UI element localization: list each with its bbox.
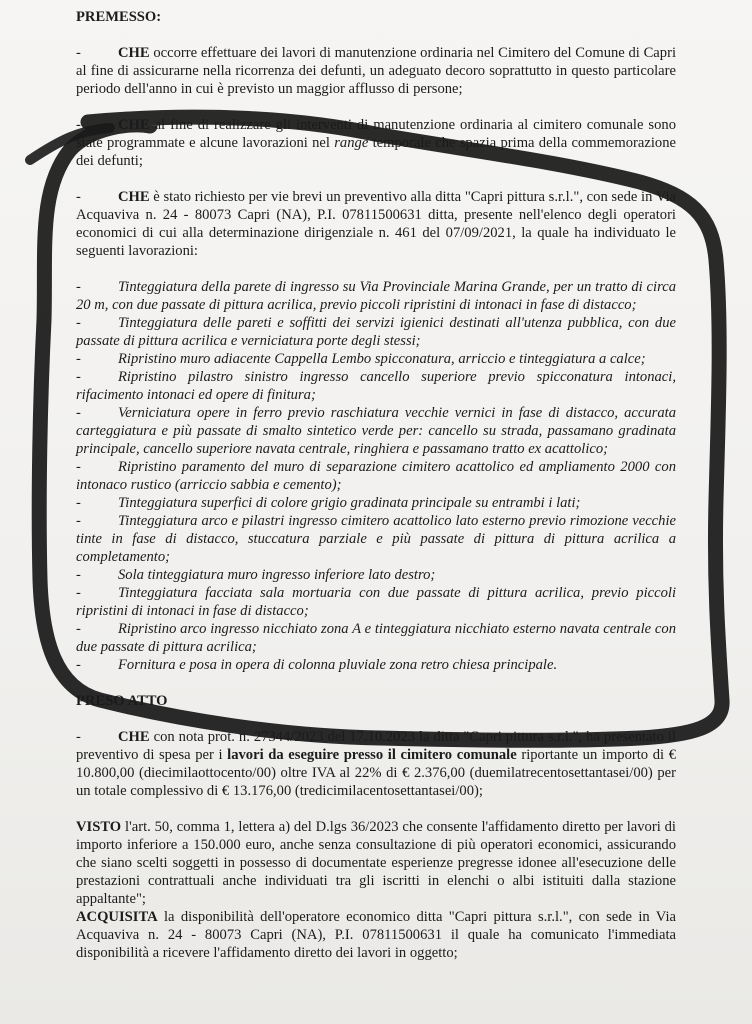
list-item-text: Tinteggiatura arco e pilastri ingresso cimitero acattolico lato esterno previo rimozione vecchie tinte in fase di distacco, stuccatura parziale e più passate di pittura di pittura acrilica a completamento; bbox=[76, 513, 676, 565]
dash-marker: - bbox=[76, 513, 81, 529]
preso-atto-heading: PRESO ATTO bbox=[76, 693, 168, 709]
paragraph-text: la disponibilità dell'operatore economico ditta "Capri pittura s.r.l.", con sede in Via Acquaviva n. 24 - 80073 Capri (NA), P.I. 07811500631 il quale ha comunicato l'immediata disponibilità a ricevere l'affidamento diretto dei lavori in oggetto; bbox=[76, 909, 676, 961]
list-item bbox=[76, 566, 676, 584]
list-item bbox=[76, 278, 676, 314]
list-item bbox=[76, 620, 676, 656]
list-item-text: Tinteggiatura superfici di colore grigio gradinata principale su entrambi i lati; bbox=[118, 495, 581, 511]
visto-paragraph bbox=[76, 818, 676, 908]
dash-marker: - bbox=[76, 405, 81, 421]
dash-marker: - bbox=[76, 729, 81, 745]
list-item-text: Ripristino paramento del muro di separazione cimitero acattolico ed ampliamento 2000 con intonaco rustico (arriccio sabbia e cemento); bbox=[76, 459, 676, 493]
dash-marker: - bbox=[76, 351, 81, 367]
che-keyword: CHE bbox=[118, 117, 150, 133]
list-item bbox=[76, 512, 676, 566]
dash-marker: - bbox=[76, 657, 81, 673]
list-item bbox=[76, 656, 676, 674]
list-item bbox=[76, 494, 676, 512]
range-word: range bbox=[334, 135, 369, 151]
che-keyword: CHE bbox=[118, 729, 150, 745]
document-body bbox=[76, 8, 676, 980]
dash-marker: - bbox=[76, 315, 81, 331]
list-item bbox=[76, 368, 676, 404]
list-item-text: Verniciatura opere in ferro previo raschiatura vecchie vernici in fase di distacco, accurata carteggiatura e più passate di smalto sintetico verde per: cancello su strada, passamano gradinata principale, cancello superiore navata centrale, ringhiera e passamano tratto ex acattolico; bbox=[76, 405, 676, 457]
che-keyword: CHE bbox=[118, 45, 150, 61]
dash-marker: - bbox=[76, 567, 81, 583]
dash-marker: - bbox=[76, 459, 81, 475]
list-item-text: Ripristino arco ingresso nicchiato zona A e tinteggiatura nicchiato esterno navata centrale con due passate di pittura acrilica; bbox=[76, 621, 676, 655]
premesso-heading: PREMESSO: bbox=[76, 9, 162, 25]
dash-marker: - bbox=[76, 189, 81, 205]
dash-marker: - bbox=[76, 117, 81, 133]
dash-marker: - bbox=[76, 495, 81, 511]
preso-atto-paragraph bbox=[76, 728, 676, 800]
visto-keyword: VISTO bbox=[76, 819, 122, 835]
acquisita-paragraph bbox=[76, 908, 676, 962]
list-item bbox=[76, 350, 676, 368]
paragraph-text: al fine di realizzare gli interventi di manutenzione ordinaria al cimitero comunale sono state programmate e alcune lavorazioni nel bbox=[76, 117, 676, 151]
dash-marker: - bbox=[76, 279, 81, 295]
dash-marker: - bbox=[76, 621, 81, 637]
paragraph-text: con nota prot. n. 27344/2023 del 17.10.2023 la ditta "Capri pittura s.r.l.", ha presentato il preventivo di spesa per i bbox=[76, 729, 676, 763]
premesso-paragraph-3 bbox=[76, 188, 676, 260]
list-item bbox=[76, 314, 676, 350]
dash-marker: - bbox=[76, 585, 81, 601]
paragraph-text: l'art. 50, comma 1, lettera a) del D.lgs 36/2023 che consente l'affidamento diretto per lavori di importo inferiore a 150.000 euro, anche senza consultazione di più operatori economici, assicurando che siano scelti soggetti in possesso di documentate esperienze pregresse idonee all'esecuzione delle prestazioni contrattuali anche individuati tra gli iscritti in elenchi o albi istituiti dalla stazione appaltante"; bbox=[76, 819, 676, 907]
list-item-text: Tinteggiatura delle pareti e soffitti dei servizi igienici destinati all'utenza pubblica, con due passate di pittura acrilica e verniciatura porte degli stessi; bbox=[76, 315, 676, 349]
bold-phrase: lavori da eseguire presso il cimitero comunale bbox=[227, 747, 517, 763]
paragraph-text: è stato richiesto per vie brevi un preventivo alla ditta "Capri pittura s.r.l.", con sede in Via Acquaviva n. 24 - 80073 Capri (NA), P.I. 07811500631 ditta, presente nell'elenco degli operatori economici di cui alla determinazione dirigenziale n. 461 del 07/09/2021, la quale ha individuato le seguenti lavorazioni: bbox=[76, 189, 676, 259]
dash-marker: - bbox=[76, 369, 81, 385]
acquisita-keyword: ACQUISITA bbox=[76, 909, 158, 925]
list-item bbox=[76, 584, 676, 620]
list-item-text: Tinteggiatura della parete di ingresso su Via Provinciale Marina Grande, per un tratto di circa 20 m, con due passate di pittura acrilica, previo piccoli ripristini di intonaci in fase di distacco; bbox=[76, 279, 676, 313]
list-item-text: Tinteggiatura facciata sala mortuaria con due passate di pittura acrilica, previo piccoli ripristini di intonaci in fase di distacco; bbox=[76, 585, 676, 619]
che-keyword: CHE bbox=[118, 189, 150, 205]
premesso-paragraph-1 bbox=[76, 44, 676, 98]
lavorazioni-list bbox=[76, 278, 676, 674]
paragraph-text: riportante un importo di € 10.800,00 (diecimilaottocento/00) oltre IVA al 22% di € 2.376,00 (duemilatrecentosettantasei/00) per un totale complessivo di € 13.176,00 (tredicimilacentosettantasei/00); bbox=[76, 747, 676, 799]
list-item bbox=[76, 458, 676, 494]
list-item-text: Fornitura e posa in opera di colonna pluviale zona retro chiesa principale. bbox=[118, 657, 558, 673]
list-item-text: Ripristino muro adiacente Cappella Lembo spicconatura, arriccio e tinteggiatura a calce; bbox=[118, 351, 646, 367]
dash-marker: - bbox=[76, 45, 81, 61]
list-item bbox=[76, 404, 676, 458]
premesso-paragraph-2 bbox=[76, 116, 676, 170]
list-item-text: Ripristino pilastro sinistro ingresso cancello superiore previo spicconatura intonaci, rifacimento intonaci ed opere di finitura; bbox=[76, 369, 676, 403]
paragraph-text: occorre effettuare dei lavori di manutenzione ordinaria nel Cimitero del Comune di Capri al fine di assicurarne nella ricorrenza dei defunti, un adeguato decoro soprattutto in questo particolare periodo dell'anno in cui è previsto un maggior afflusso di persone; bbox=[76, 45, 676, 97]
list-item-text: Sola tinteggiatura muro ingresso inferiore lato destro; bbox=[118, 567, 436, 583]
paragraph-text: temporale che spazia prima della commemorazione dei defunti; bbox=[76, 135, 676, 169]
